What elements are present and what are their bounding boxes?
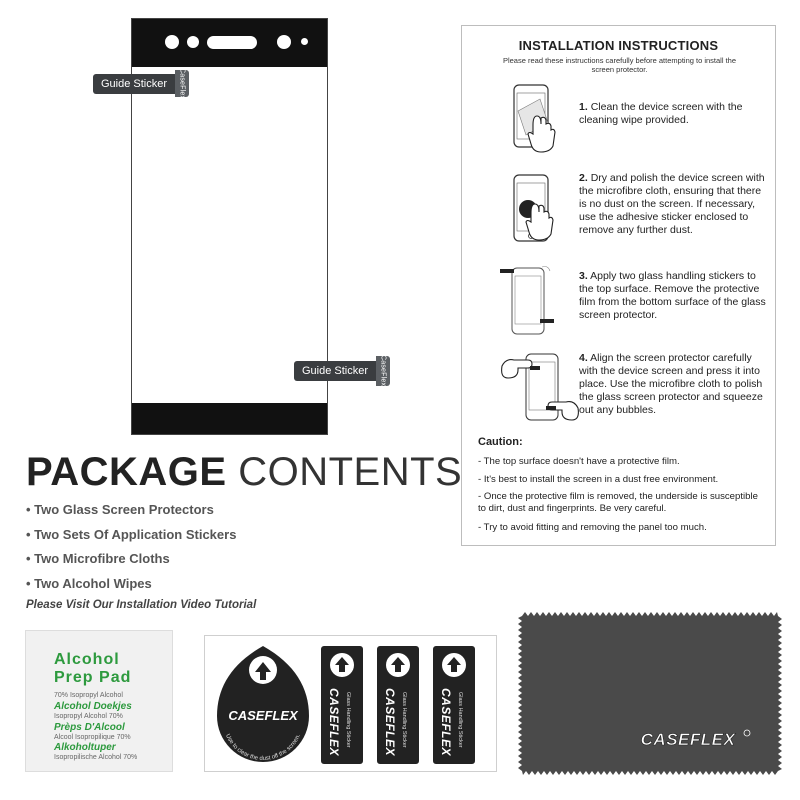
package-item: • Two Sets Of Application Stickers — [26, 527, 237, 542]
alcohol-pad-text: 70% Isopropyl Alcohol — [54, 692, 123, 699]
handling-sticker — [377, 646, 419, 764]
alcohol-pad-text: Isopropyl Alcohol 70% — [54, 713, 123, 720]
alcohol-pad-text: Isopropilische Alcohol 70% — [54, 754, 138, 761]
guide-sticker-bottom — [294, 356, 390, 386]
protector-top-bezel — [132, 19, 327, 67]
handling-sticker-text: Glass Handling Sticker — [345, 692, 351, 748]
package-contents-title — [26, 450, 462, 495]
guide-sticker-tab: CaseFlex — [175, 70, 189, 97]
handling-sticker-brand: CASEFLEX — [383, 688, 397, 757]
package-item: • Two Alcohol Wipes — [26, 576, 152, 591]
application-sticker-sheet — [204, 635, 497, 772]
handling-sticker — [433, 646, 475, 764]
alcohol-pad-text: Alkoholtuper — [54, 742, 116, 753]
cloth-brand-logo: CASEFLEX — [640, 730, 736, 749]
speaker-slot — [207, 36, 257, 49]
package-item: • Two Microfibre Cloths — [26, 551, 170, 566]
alcohol-pad-text: Alcool Isopropilique 70% — [54, 734, 131, 741]
arrow-up-icon — [329, 652, 355, 678]
instructions-title: INSTALLATION INSTRUCTIONS — [518, 38, 719, 53]
guide-sticker-label: Guide Sticker — [93, 74, 175, 94]
clean-screen-icon — [500, 81, 580, 156]
step-1-text: 1. Clean the device screen with the cleaning wipe provided. — [579, 101, 743, 126]
dust-removal-sticker — [213, 644, 313, 764]
handling-stickers-icon — [500, 264, 580, 339]
step-2-text: 2. Dry and polish the device screen with the microfibre cloth, ensuring that there is no dust on the screen. If necessary, use the adhesive sticker enclosed to remove any further dust. — [579, 172, 765, 236]
caution-item: - Once the protective film is removed, the underside is susceptible to dirt, dust and fingerprints. Be very careful. — [478, 491, 758, 514]
caution-item: - It's best to install the screen in a dust free environment. — [478, 474, 719, 485]
handling-sticker — [321, 646, 363, 764]
video-tutorial-link[interactable]: Please Visit Our Installation Video Tutorial — [26, 599, 257, 611]
sensor-hole — [165, 35, 179, 49]
polish-screen-icon — [500, 171, 580, 246]
alcohol-prep-pad — [25, 630, 173, 772]
step-3-text: 3. Apply two glass handling stickers to the top surface. Remove the protective film from the bottom surface of the glass screen protector. — [579, 270, 766, 321]
align-protector-icon — [500, 352, 580, 427]
handling-sticker-brand: CASEFLEX — [439, 688, 453, 757]
microfibre-cloth — [518, 612, 782, 775]
alcohol-pad-title-line1: Alcohol — [54, 651, 120, 668]
step-4-text: 4. Align the screen protector carefully with the device screen and press it into place. Use the microfibre cloth to polish the glass screen protector and squeeze out any bubbles. — [579, 352, 763, 416]
arrow-up-icon — [385, 652, 411, 678]
package-title-bold: PACKAGE — [26, 450, 227, 494]
guide-sticker-label: Guide Sticker — [294, 361, 376, 381]
instructions-subtitle: Please read these instructions carefully before attempting to install the screen protector. — [502, 56, 737, 74]
caution-title: Caution: — [478, 436, 523, 448]
caution-item: - The top surface doesn't have a protective film. — [478, 456, 680, 467]
handling-sticker-text: Glass Handling Sticker — [401, 692, 407, 748]
handling-sticker-brand: CASEFLEX — [327, 688, 341, 757]
caution-item: - Try to avoid fitting and removing the panel too much. — [478, 522, 707, 533]
dust-sticker-text: Use to clear the dust off the screen. — [224, 733, 302, 763]
sensor-hole — [187, 36, 199, 48]
alcohol-pad-text: Alcohol Doekjes — [54, 701, 132, 712]
alcohol-pad-title-line2: Prep Pad — [54, 669, 132, 686]
package-title-light: CONTENTS — [238, 450, 463, 494]
package-item: • Two Glass Screen Protectors — [26, 502, 214, 517]
protector-bottom-bezel — [132, 403, 327, 434]
alcohol-pad-text: Prèps D'Alcool — [54, 722, 125, 733]
dust-sticker-brand: CASEFLEX — [228, 708, 298, 723]
guide-sticker-tab: CaseFlex — [376, 356, 390, 386]
camera-hole — [277, 35, 291, 49]
arrow-up-icon — [441, 652, 467, 678]
sensor-dot — [301, 38, 308, 45]
guide-sticker-top — [93, 67, 189, 100]
handling-sticker-text: Glass Handling Sticker — [457, 692, 463, 748]
installation-instructions-card — [461, 25, 776, 546]
